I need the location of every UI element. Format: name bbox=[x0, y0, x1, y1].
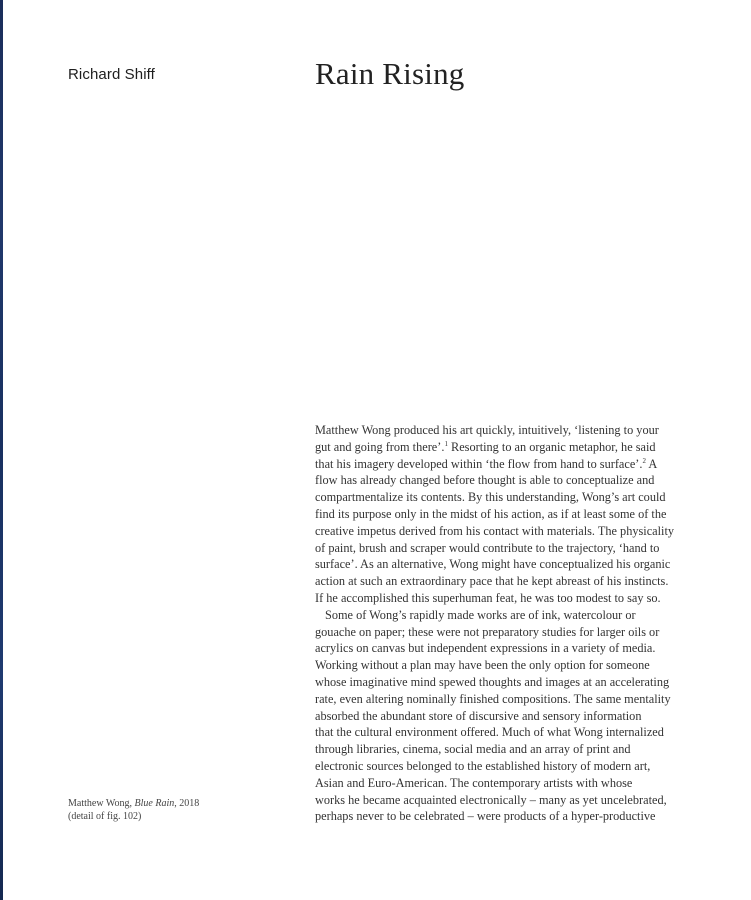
body-line: through libraries, cinema, social media and an array of print and bbox=[315, 742, 631, 757]
body-line: creative impetus derived from his contact with materials. The physicality bbox=[315, 523, 675, 538]
body-line: works he became acquainted electronically – many as yet uncelebrated, bbox=[315, 792, 667, 807]
body-line: gouache on paper; these were not preparatory studies for larger oils or bbox=[315, 624, 660, 639]
body-line: Asian and Euro-American. The contemporary artists with whose bbox=[315, 775, 633, 790]
figure-caption bbox=[68, 798, 199, 823]
caption-detail: (detail of fig. 102) bbox=[68, 810, 142, 822]
body-line: whose imaginative mind spewed thoughts and images at an accelerating bbox=[315, 674, 670, 689]
chapter-title: Rain Rising bbox=[315, 56, 465, 91]
body-line-part: Resorting to an organic metaphor, he said bbox=[451, 439, 656, 454]
body-line: of paint, brush and scraper would contribute to the trajectory, ‘hand to bbox=[315, 540, 660, 555]
body-line: find its purpose only in the midst of his action, as if at least some of the bbox=[315, 506, 667, 521]
footnote-ref[interactable]: 1 bbox=[444, 439, 448, 448]
author-name: Richard Shiff bbox=[68, 66, 155, 83]
body-line: perhaps never to be celebrated – were products of a hyper-productive bbox=[315, 809, 656, 824]
caption-line bbox=[68, 798, 199, 811]
left-edge-image-strip bbox=[0, 0, 3, 900]
body-text bbox=[315, 422, 695, 825]
body-line-part: that his imagery developed within ‘the flow from hand to surface’. bbox=[315, 456, 643, 471]
body-line bbox=[315, 439, 695, 456]
body-line: that the cultural environment offered. Much of what Wong internalized bbox=[315, 725, 664, 740]
body-line: action at such an extraordinary pace that he kept abreast of his instincts. bbox=[315, 574, 669, 589]
body-line: If he accomplished this superhuman feat, he was too modest to say so. bbox=[315, 590, 661, 605]
body-line: Matthew Wong produced his art quickly, intuitively, ‘listening to your bbox=[315, 423, 659, 437]
body-line-part: A bbox=[648, 456, 658, 471]
body-line: rate, even altering nominally finished compositions. The same mentality bbox=[315, 691, 671, 706]
body-line: acrylics on canvas but independent expressions in a variety of media. bbox=[315, 641, 656, 656]
body-line: compartmentalize its contents. By this understanding, Wong’s art could bbox=[315, 490, 666, 505]
body-line: flow has already changed before thought is able to conceptualize and bbox=[315, 473, 655, 488]
body-line-part: gut and going from there’. bbox=[315, 439, 445, 454]
caption-year: , 2018 bbox=[174, 798, 200, 809]
body-line: electronic sources belonged to the established history of modern art, bbox=[315, 758, 651, 773]
caption-work-title: Blue Rain bbox=[134, 798, 175, 809]
body-line: Some of Wong’s rapidly made works are of ink, watercolour or bbox=[325, 607, 636, 622]
caption-artist: Matthew Wong, bbox=[68, 798, 135, 809]
body-line: Working without a plan may have been the only option for someone bbox=[315, 658, 650, 673]
body-line bbox=[315, 456, 695, 473]
body-line: absorbed the abundant store of discursive and sensory information bbox=[315, 708, 642, 723]
footnote-ref[interactable]: 2 bbox=[642, 456, 646, 465]
body-line: surface’. As an alternative, Wong might have conceptualized his organic bbox=[315, 557, 671, 572]
